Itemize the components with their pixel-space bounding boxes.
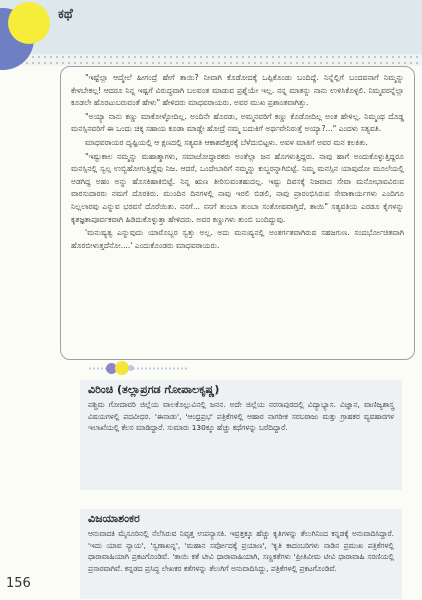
story-paragraph-4: "ಇಷ್ಟುಕಾಲ ನಮ್ಮನ್ನು ಮಹಾತ್ಮಾಗಳು, ಸಮಾಜೋದ್ಧಾರಕರು ಅಂತೆಲ್ಲಾ ಜನ ಹೊಗಳುತ್ತಿದ್ದರು. ನಾವು ಹಾಗೆ ಅಂದುಕೊಳ್ಳುತ್ತಿದ್ದರೂ ಮನಸ್ಸಿನಲ್ಲಿ ಸ್ವಲ್ಪ ಉಬ್ಬಿಹೋಗುತ್ತಿದ್ದೆವು ನಿಜ. ಆದರೆ, ಒಂದೇಬಾರಿಗೆ ನಮ್ಮನ್ನು ಕುಬ್ಜರನ್ನಾಗಿಬಿಟ್ಟೆ. ನಿಮ್ಮ ಮನಸ್ಸಿನ ಯಾವುದೋ ಮೂಲೆಯಲ್ಲಿ ಅಡಗಿದ್ದ ಅಹಂ ಅನ್ನು ಹೊಸಕಿಹಾಕಿಬಿಟ್ಟೆ. ನಿನ್ನ ಋಣ ತೀರಿಸುವಂತಹುದಲ್ಲ. ಇಷ್ಟು ದಿವಸಕ್ಕೆ ನಿಜವಾದ ಸೇವಾ ಮನೋಭಾವವಿರುವ ವಾರಸುದಾರರು ನಮಗೆ ದೊರಕಿರು. ಮುಂದಿನ ದಿನಗಳಲ್ಲಿ ನಾವು ಇರಲಿ ಬಿಡಲಿ, ನಾವು ಪ್ರಾರಂಭಿಸಿರುವ ಸೇವಾಕಾರ್ಯಗಳು ಎಂದಿಗೂ ನಿಲ್ಲಲಾರವು ಎನ್ನುವ ಭರವಸೆ ದೊರೆಯಿತು. ನನಗೆ... ನನಗೆ ತುಂಬಾ ತುಂಬಾ ಸಂತೋಷವಾಗ್ತಿದೆ, ತಾಯಿ" ಸತ್ಯವತಿಯ ಎರಡೂ ಕೈಗಳನ್ನು ಕೃತಜ್ಞತಾಪೂರ್ವಕವಾಗಿ ಹಿಡಿದುಕೊಳ್ಳುತ್ತಾ ಹೇಳಿದರು. ಅವರ ಕಣ್ಣುಗಳು ತುಂಬಿ ಬಂದಿದ್ದುವು. [71, 151, 404, 224]
author-bio-translator [80, 509, 402, 599]
divider-yellow-dot [115, 361, 129, 375]
author-name-writer: ವಿರಿಂಚಿ (ತಲ್ಲಾಪ್ರಗಡ ಗೋಪಾಲಕೃಷ್ಣ) [88, 383, 220, 396]
author-bio-writer-text: ಪಶ್ಚಿಮ ಗೋದಾವರಿ ಜಿಲ್ಲೆಯ ವಾಲಕೊಲ್ಲುವಿನಲ್ಲಿ ಜನನ. ಅದೇ ಜಿಲ್ಲೆಯ ನರಸಾಪುರದಲ್ಲಿ ವಿದ್ಯಾಭ್ಯಾಸ. ವಿಜ್ಞಾನ, ವಾಣಿಜ್ಯಶಾಸ್ತ್ರ ವಿಷಯಗಳಲ್ಲಿ ಪದವೀಧರ. 'ಈನಾಡು', 'ಆಂಧ್ರಪ್ರಭ' ಪತ್ರಿಕೆಗಳಲ್ಲಿ ಆಹಾರ ನಾಗರೀಕ ಸರಬರಾಜು ಮತ್ತು ಗ್ರಾಹಕರ ವ್ಯವಹಾರಗಳ ಇಲಾಖೆಯಲ್ಲಿ ಕೆಲಸ ಮಾಡಿದ್ದಾರೆ. ಸುಮಾರು 130ಕ್ಕೂ ಹೆಚ್ಚು ಕಥೆಗಳನ್ನು ಬರೆದಿದ್ದಾರೆ. [88, 400, 394, 433]
author-name-translator: ವಿಜಯಾಶಂಕರ [88, 512, 140, 525]
section-title: ಕಥೆ [58, 7, 73, 22]
story-paragraph-1: "ಇಷ್ಟೆಲ್ಲಾ ಆದ್ಮೇಲೆ ಹೀಗಂದ್ರೆ ಹೇಗೆ ತಾಯಿ? ನೀವಾಗಿ ಕೊಡೋದಕ್ಕೆ ಒಪ್ಪಿಕೊಂಡು ಬಂದಿದ್ದೆ. ನಿನ್ನೆಲ್ಲಿಗೆ ಬಂದವನಾಗೆ ನಿಮ್ಮನ್ನು ಕೇಳಬೇಕಲ್ಲ! ಆದರೂ ನಿನ್ನ ಇಷ್ಟಗೆ ವಿರುದ್ಧವಾಗಿ ಬಲವಂತ ಮಾಡುವ ಪ್ರಶ್ನೆಯೇ ಇಲ್ಲ. ನನ್ನ ಮಾತನ್ನು ನಾನು ಉಳಿಸಿಕೊಳ್ಳಲಿ. ನಿಮ್ಮವರನ್ನೆಲ್ಲಾ ಕೂಡಲೇ ಹೊರಟುಬರುವಂತೆ ಹೇಳು" ಹೇಳಿದರು ಮಾಧವರಾಯರು. ಅವರ ಮುಖ ಪ್ರಶಾಂತವಾಗಿತ್ತು. [71, 73, 404, 108]
page-number: 156 [6, 576, 31, 591]
header-dot-pattern [0, 54, 422, 66]
divider-dots [88, 367, 188, 370]
story-paragraph-5: 'ಮನುಷ್ಯತ್ವ ಎನ್ನುವುದು ಯಾರೊಬ್ಬರ ಸ್ವತ್ತು ಅಲ್ಲ. ಅದು ಮನುಷ್ಯನಲ್ಲಿ ಅಂತರ್ಗತವಾಗಿರುವ ಸಹಜಗುಣ. ಸಂದರ್ಭೋಚಿತವಾಗಿ ಹೊರಬೀಳುತ್ತದೆನೋ....' ಎಂದುಕೊಂಡರು ಮಾಧವರಾಯರು. [71, 228, 404, 250]
author-bio-writer [80, 380, 402, 490]
story-box [60, 66, 415, 360]
decorative-yellow-circle [8, 2, 50, 44]
author-bio-translator-text: ಆನುವಾದಕಿ ಮೈಸೂರಿನಲ್ಲಿ ನೆಲೆಸಿರುವ ನಿವೃತ್ತ ಉಪನ್ಯಾಸಕಿ. ಇವ್ರತ್ತಕ್ಕೂ ಹೆಚ್ಚು ಕೃತಿಗಳನ್ನು ತೆಲುಗಿನಿಂದ ಕನ್ನಡಕ್ಕೆ ಅನುವಾದಿಸಿದ್ದಾರೆ. 'ಇದು ಯಾವ ನ್ಯಾಯ', 'ಸ್ವಣಾಖನ್ನ', 'ಮಹಾನ ಸರ್ವೋದಕ್ಕೆ ಪ್ರಯಾಣ', 'ಕೃತಿ ಕಾದಂಬರಿಗಳು ನಾಡಿನ ಪ್ರಮುಖ ಪತ್ರಿಕೆಗಳಲ್ಲಿ ಧಾರಾವಾಹಿಯಾಗಿ ಪ್ರಕಟಗೊಂಡಿವೆ. 'ತಾಯಿ ಕತೆ ಟೀವಿ ಧಾರಾವಾಹಿಯಾಗಿ, ಸಣ್ಣಕತೆಗಳು 'ಪ್ರೀತಿವೀಮ ಟೀವಿ ಧಾರಾವಾಹಿ ಸರಣಿಯಲ್ಲಿ ಪ್ರಸಾರವಾಗಿವೆ. ಕನ್ನಡದ ಪ್ರಸಿದ್ಧ ಲೇಖಕರ ಕತೆಗಳನ್ನು ತೆಲುಗಿಗೆ ಅನುವಾದಿಸಿದ್ದು, ಪತ್ರಿಕೆಗಳಲ್ಲಿ ಪ್ರಕಟಗೊಂಡಿವೆ. [88, 529, 394, 573]
section-divider [88, 361, 188, 375]
story-paragraph-3: ಮಾಧವರಾಯರ ದೃಷ್ಟಿಯಲ್ಲಿ ಆ ಕ್ಷಣದಲ್ಲಿ ಸತ್ಯವತಿ ಆಕಾಶದೆತ್ತರಕ್ಕೆ ಬೆಳೆದುಬಿಟ್ಟಳು. ಅವಳ ಮಾತಿಗೆ ಅವರ ಮನ ಕಲಕಿತು. [85, 137, 368, 147]
divider-lavender-dot [128, 365, 134, 371]
story-paragraph-2: "ಅಯ್ಯಾ ನಾನು ಕಣ್ಣು ಮಾಕೋಳ್ಳೋದಿಲ್ಲ. ಅಂದಿನೇ ಹೊರಡು, ಅಮ್ಮನವರಿಗೆ ಕಣ್ಣು ಕೊಡೋದಿಲ್ಲ ಅಂತ ಹೇಳಿಲ್ಲ. ನಿಮ್ಮಂಥ ದೊಡ್ಡ ಮನಸ್ಸಿನವರಿಗೆ ಈ ಒಂದು ಚಿಕ್ಕ ಸಹಾಯ ಕೂಡಾ ಮಾಡ್ದೇ ಹೋದ್ರೆ ನಮ್ಮ ಬದುಕಿಗೆ ಅರ್ಥವೇನಿರುತ್ತೆ ಅಯ್ಯಾ?..." ಎಂದಳು ಸತ್ಯವತಿ. [71, 111, 404, 134]
